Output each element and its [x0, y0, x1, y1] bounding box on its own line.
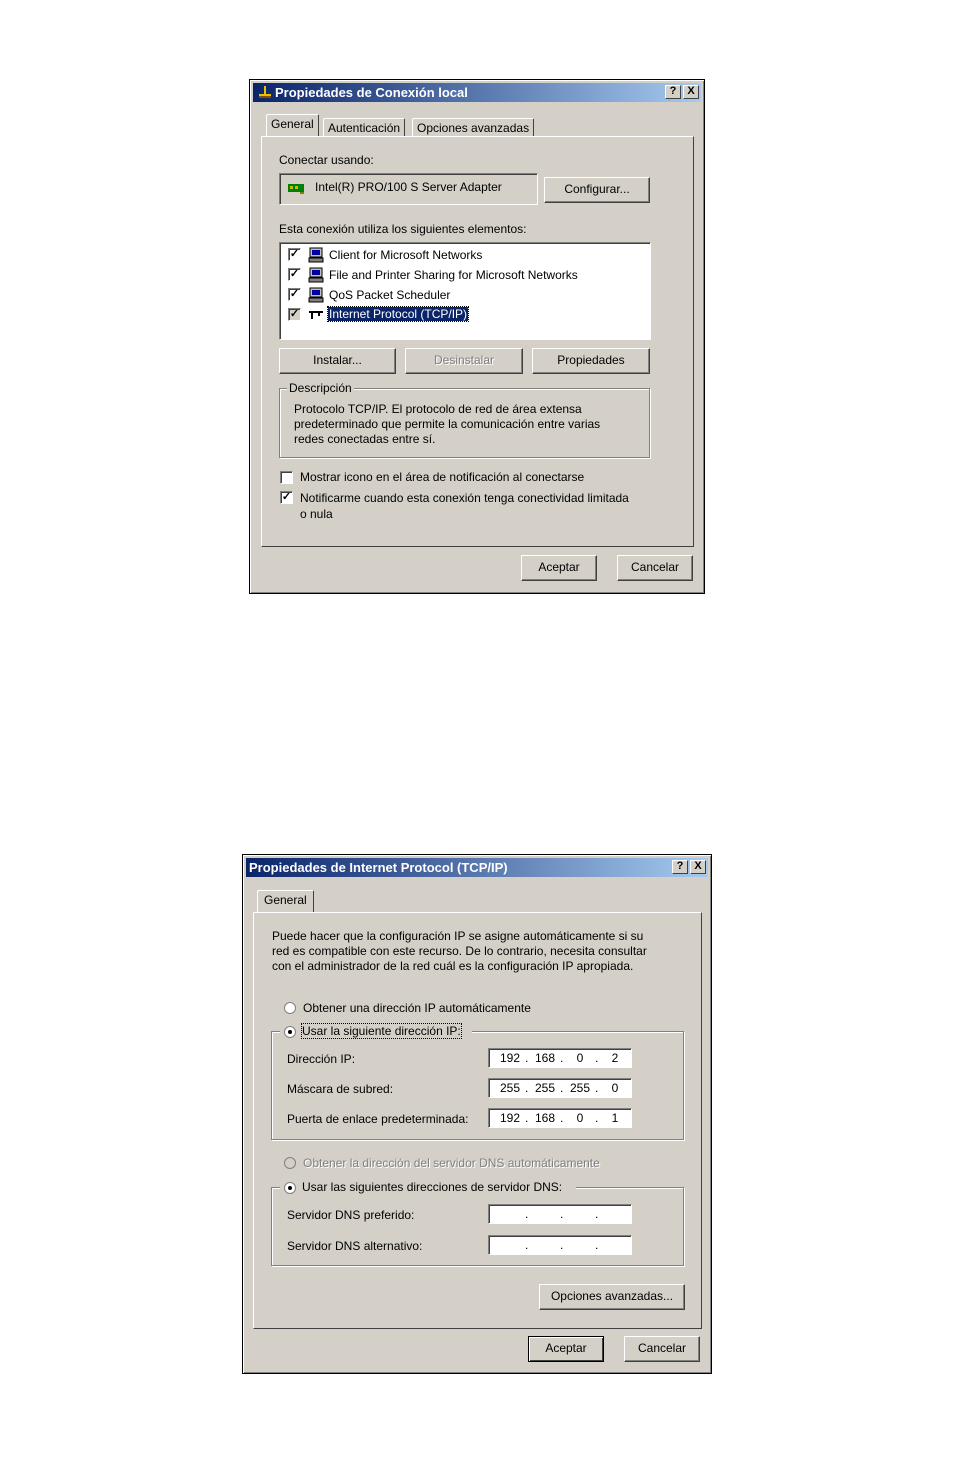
connect-using-label: Conectar usando: [279, 153, 374, 167]
description-group-label: Descripción [289, 381, 352, 395]
ip-dot: . [525, 1081, 529, 1095]
description-line: Protocolo TCP/IP. El protocolo de red de área extensa [294, 402, 582, 416]
properties-button[interactable]: Propiedades [532, 348, 650, 374]
static-dns-radio[interactable] [284, 1182, 296, 1194]
tab-general[interactable]: General [266, 114, 319, 136]
component-checkbox[interactable]: ✓ [289, 248, 300, 260]
adapter-field [279, 173, 538, 205]
components-label: Esta conexión utiliza los siguientes elementos: [279, 222, 527, 236]
network-connection-icon [258, 85, 272, 99]
notify-label-continued: o nula [300, 507, 333, 521]
ip-octet: 2 [611, 1051, 619, 1065]
close-button[interactable]: X [690, 860, 706, 874]
components-list[interactable] [279, 242, 651, 340]
help-button[interactable]: ? [672, 860, 688, 874]
auto-ip-radio[interactable] [284, 1002, 296, 1014]
component-checkbox[interactable]: ✓ [289, 288, 300, 300]
intro-line: red es compatible con este recurso. De lo contrario, necesita consultar [272, 944, 647, 958]
ip-dot: . [560, 1207, 564, 1221]
list-item[interactable] [288, 307, 628, 323]
tcpip-properties-dialog [242, 854, 712, 1374]
component-checkbox[interactable]: ✓ [289, 268, 300, 280]
component-label: QoS Packet Scheduler [329, 288, 451, 302]
ip-dot: . [595, 1238, 599, 1252]
ip-dot: . [525, 1238, 529, 1252]
intro-line: con el administrador de la red cuál es la configuración IP apropiada. [272, 959, 634, 973]
ip-dot: . [525, 1111, 529, 1125]
component-label: File and Printer Sharing for Microsoft Networks [329, 268, 578, 282]
install-button[interactable]: Instalar... [279, 348, 396, 374]
static-ip-radio[interactable] [284, 1026, 296, 1038]
static-ip-group-label [280, 1023, 472, 1041]
alternate-dns-field[interactable] [488, 1235, 632, 1255]
component-checkbox[interactable]: ✓ [289, 308, 300, 320]
file-sharing-icon [308, 267, 324, 283]
ip-octet: 255 [569, 1081, 591, 1095]
subnet-mask-label: Máscara de subred: [287, 1082, 394, 1096]
auto-ip-label[interactable]: Obtener una dirección IP automáticamente [303, 1001, 531, 1015]
intro-line: Puede hacer que la configuración IP se asigne automáticamente si su [272, 929, 644, 943]
ip-octet: 168 [534, 1051, 556, 1065]
ip-dot: . [560, 1081, 564, 1095]
ip-dot: . [525, 1051, 529, 1065]
close-button[interactable]: X [683, 85, 699, 99]
gateway-label: Puerta de enlace predeterminada: [287, 1112, 469, 1126]
ip-dot: . [525, 1207, 529, 1221]
show-icon-checkbox[interactable] [280, 471, 293, 484]
local-connection-properties-dialog [249, 79, 705, 594]
ip-dot: . [595, 1081, 599, 1095]
auto-dns-radio[interactable] [284, 1157, 296, 1169]
qos-scheduler-icon [308, 287, 324, 303]
gateway-field[interactable] [488, 1108, 632, 1128]
alternate-dns-label: Servidor DNS alternativo: [287, 1239, 423, 1253]
ip-dot: . [595, 1207, 599, 1221]
ip-dot: . [560, 1238, 564, 1252]
configure-button[interactable]: Configurar... [544, 177, 650, 203]
ip-octet: 192 [499, 1111, 521, 1125]
tab-authentication[interactable]: Autenticación [323, 118, 405, 137]
ip-octet: 192 [499, 1051, 521, 1065]
ip-octet: 0 [611, 1081, 619, 1095]
preferred-dns-field[interactable] [488, 1204, 632, 1224]
component-label: Internet Protocol (TCP/IP) [329, 307, 468, 321]
ip-octet: 0 [576, 1051, 584, 1065]
list-item[interactable] [288, 287, 628, 303]
ip-octet: 255 [499, 1081, 521, 1095]
title-bar[interactable] [253, 83, 701, 102]
adapter-name: Intel(R) PRO/100 S Server Adapter [315, 180, 502, 194]
tab-general[interactable]: General [257, 890, 314, 912]
preferred-dns-label: Servidor DNS preferido: [287, 1208, 415, 1222]
title-bar[interactable] [246, 858, 708, 877]
ip-address-field[interactable] [488, 1048, 632, 1068]
auto-dns-label[interactable]: Obtener la dirección del servidor DNS automáticamente [303, 1156, 600, 1170]
ip-octet: 255 [534, 1081, 556, 1095]
ip-octet: 168 [534, 1111, 556, 1125]
subnet-mask-field[interactable] [488, 1078, 632, 1098]
tab-panel-general [253, 912, 702, 1329]
protocol-icon [308, 307, 324, 323]
tab-advanced[interactable]: Opciones avanzadas [412, 118, 534, 137]
tab-panel-general [261, 136, 694, 547]
notify-label[interactable]: Notificarme cuando esta conexión tenga conectividad limitada [300, 491, 629, 505]
ok-button[interactable]: Aceptar [528, 1336, 604, 1362]
static-ip-label[interactable]: Usar la siguiente dirección IP: [302, 1024, 461, 1038]
show-icon-label[interactable]: Mostrar icono en el área de notificación al conectarse [300, 470, 585, 484]
network-client-icon [308, 247, 324, 263]
ip-octet: 1 [611, 1111, 619, 1125]
dialog-title: Propiedades de Internet Protocol (TCP/IP) [249, 860, 508, 875]
ip-dot: . [595, 1111, 599, 1125]
description-line: redes conectadas entre sí. [294, 432, 436, 446]
static-dns-group-label [280, 1179, 576, 1197]
list-item[interactable] [288, 267, 628, 283]
description-line: predeterminado que permite la comunicación entre varias [294, 417, 601, 431]
ip-octet: 0 [576, 1111, 584, 1125]
ip-dot: . [560, 1051, 564, 1065]
notify-checkbox[interactable]: ✓ [281, 491, 292, 503]
ip-dot: . [595, 1051, 599, 1065]
list-item[interactable] [288, 247, 628, 263]
static-dns-label[interactable]: Usar las siguientes direcciones de servidor DNS: [302, 1180, 563, 1194]
ip-dot: . [560, 1111, 564, 1125]
help-button[interactable]: ? [665, 85, 681, 99]
component-label: Client for Microsoft Networks [329, 248, 483, 262]
dialog-title: Propiedades de Conexión local [275, 85, 468, 100]
cancel-button[interactable]: Cancelar [624, 1336, 700, 1362]
ip-address-label: Dirección IP: [287, 1052, 356, 1066]
uninstall-button[interactable]: Desinstalar [405, 348, 523, 374]
cancel-button[interactable]: Cancelar [617, 555, 693, 581]
ok-button[interactable]: Aceptar [521, 555, 597, 581]
network-adapter-icon [288, 182, 306, 194]
advanced-options-button[interactable]: Opciones avanzadas... [539, 1284, 685, 1310]
